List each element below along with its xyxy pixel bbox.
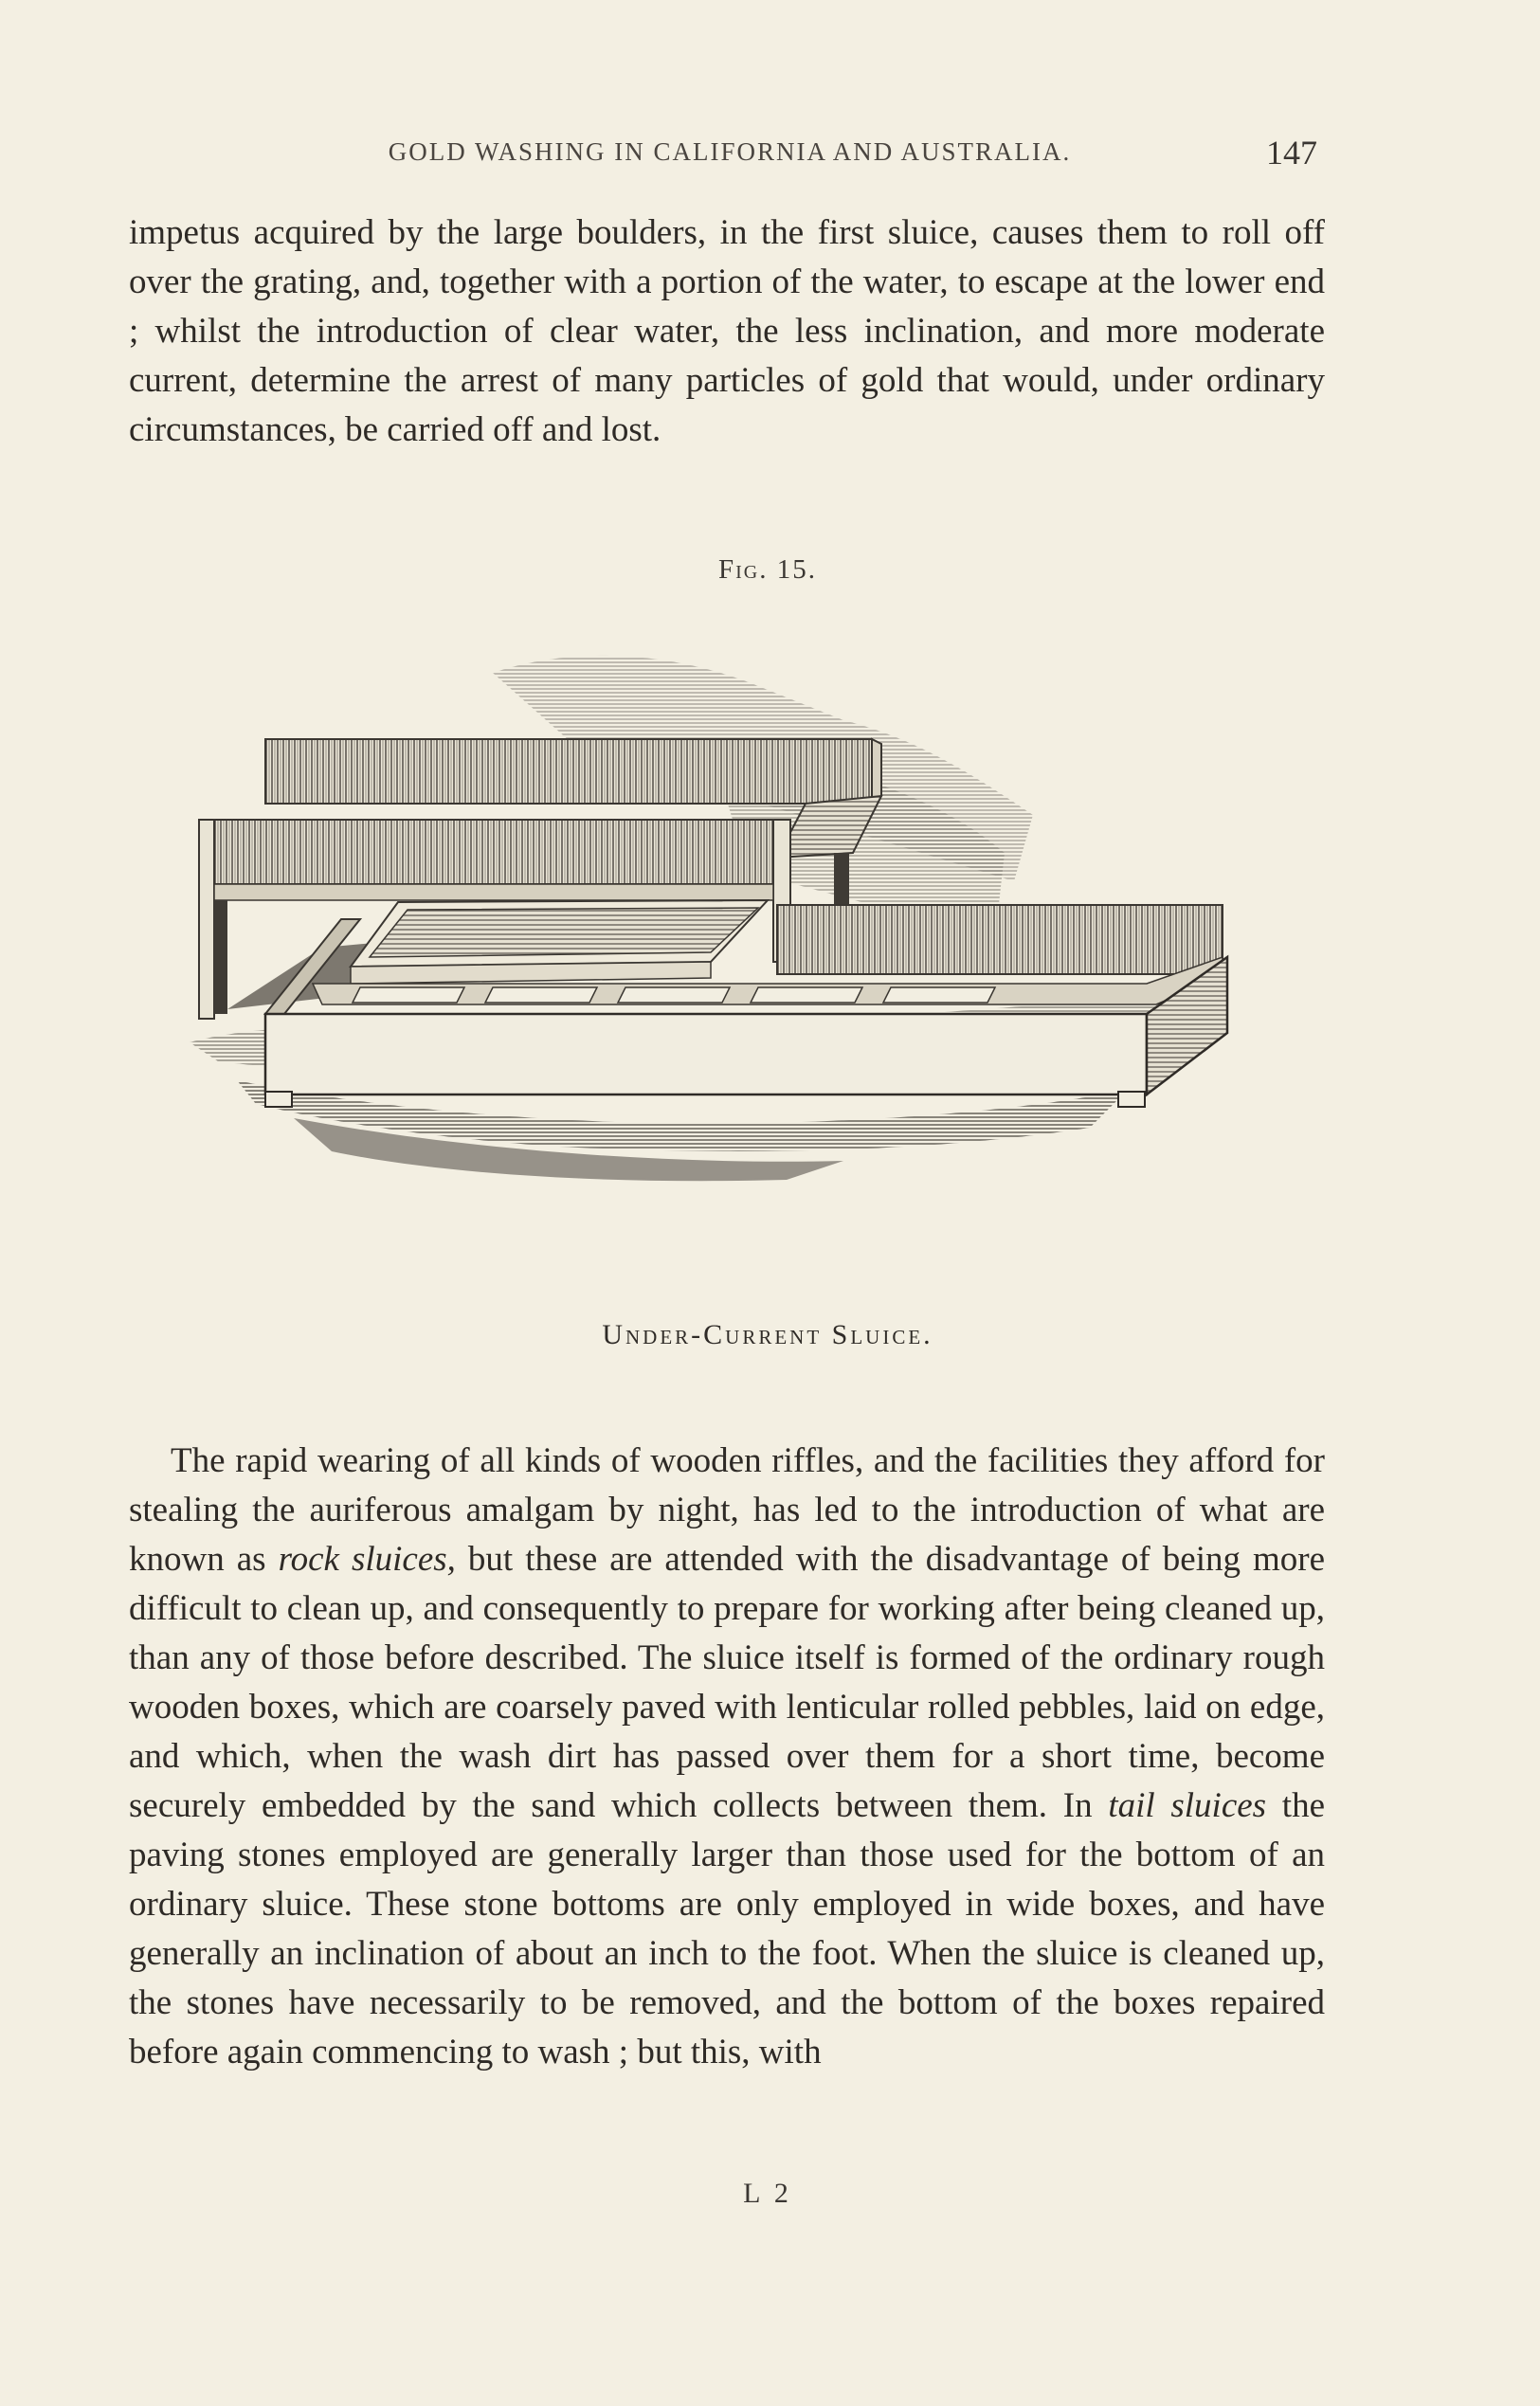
inner-trough [351,900,768,984]
paragraph-top: impetus acquired by the large boulders, in the first sluice, causes them to roll off over the grating, and, together with a portion of the water, to escape at the lower end ; whilst the introduction of clear water, the less inclination, and more moderate current, determine the arrest of many particles of gold that would, under ordinary circumstances, be carried off and lost. [129,213,1325,449]
figure-number: Fig. 15. [718,554,817,585]
figure-caption: Under-Current Sluice. [602,1319,933,1350]
paragraph-bottom-text-3: the paving stones employed are generally larger than those used for the bottom of an ordinary sluice. These stone bottoms are only employed in wide boxes, and have generally an inclination of about an inch to the foot. When the sluice is cleaned up, the stones have necessarily to be removed, and the bottom of the boxes repaired before again commencing to wash ; but this, with [129,1786,1326,2071]
signature-mark: L 2 [743,2178,792,2209]
paragraph-bottom [129,1437,1325,2077]
sluice-engraving [180,635,1298,1279]
page-number: 147 [1266,134,1317,172]
paragraph-bottom-text-1: The rapid wearing of all kinds of wooden riffles, and the facilities they afford for stealing the auriferous amalgam by night, has led to the introduction of what are known as [129,1441,1325,1579]
running-head: GOLD WASHING IN CALIFORNIA AND AUSTRALIA. [388,137,1072,166]
term-rock-sluices: rock sluices, [278,1540,456,1579]
term-tail-sluices: tail sluices [1108,1786,1267,1825]
paragraph-bottom-text-2: but these are attended with the disadvantage of being more difficult to clean up, and consequently to prepare for working after being cleaned up, than any of those before described. The sluice itself is formed of the ordinary rough wooden boxes, which are coarsely paved with lenticular rolled pebbles, laid on edge, and which, when the wash dirt has passed over them for a short time, become securely embedded by the sand which collects between them. In [129,1540,1326,1825]
riffle-bars [353,987,995,1003]
